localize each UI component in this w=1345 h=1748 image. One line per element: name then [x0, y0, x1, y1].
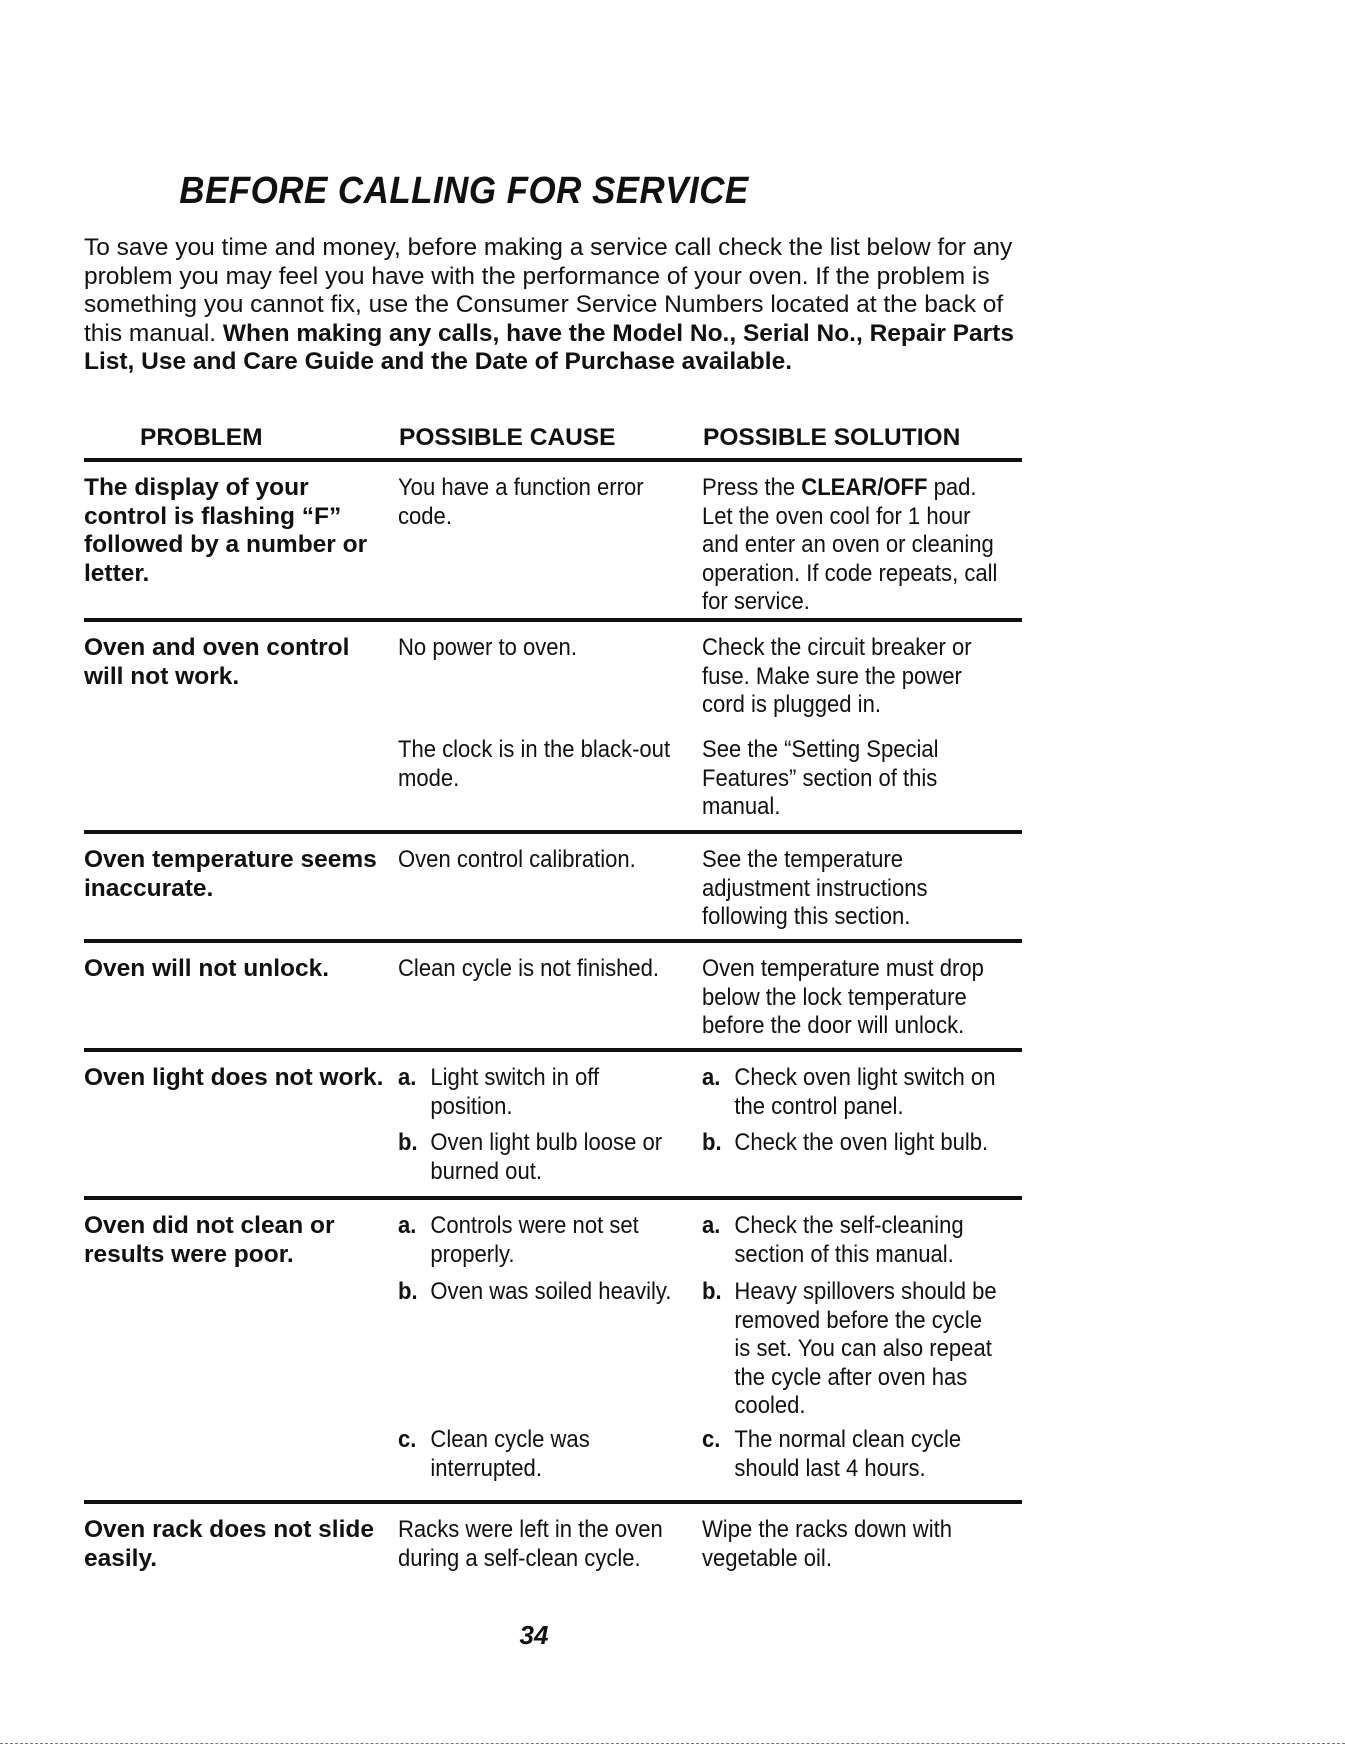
cause-text: Oven was soiled heavily. [430, 1278, 672, 1305]
cause-cell: Clean cycle is not finished. [398, 955, 660, 982]
solution-text: The normal clean cycle should last 4 hours. [734, 1426, 962, 1482]
cause-text: Oven light bulb loose or burned out. [430, 1129, 663, 1185]
cause-cell [398, 1064, 686, 1121]
solution-text: Check the circuit breaker or fuse. Make sure the power cord is plugged in. [702, 634, 972, 718]
header-problem: PROBLEM [140, 424, 263, 451]
solution-cell [702, 1064, 999, 1121]
solution-item-b [702, 1278, 999, 1421]
scan-edge-line [0, 1743, 1345, 1745]
item-letter: a. [398, 1064, 417, 1091]
cause-item-b [398, 1278, 686, 1307]
table-row [84, 458, 1022, 615]
solution-text: pad. Let the oven cool for 1 hour and enter an oven or cleaning operation. If code repeats, call for service. [702, 474, 998, 615]
cause-cell: Racks were left in the oven during a self-clean cycle. [398, 1516, 663, 1572]
cause-cell [398, 1129, 686, 1186]
cause-item-a [398, 1212, 686, 1269]
problem-cell: The display of your control is flashing “F” followed by a number or letter. [84, 474, 368, 587]
clear-off-pad-label: CLEAR/OFF [801, 474, 928, 501]
table-row [84, 618, 1022, 832]
intro-paragraph [84, 234, 1024, 377]
solution-item-b [702, 1129, 999, 1158]
solution-item-c [702, 1426, 999, 1483]
solution-text: Check the oven light bulb. [734, 1129, 989, 1156]
cause-text: Light switch in off position. [430, 1064, 600, 1120]
item-letter: b. [398, 1129, 418, 1156]
cause-text: No power to oven. [398, 634, 577, 661]
solution-cell: Oven temperature must drop below the lock temperature before the door will unlock. [702, 955, 984, 1039]
solution-cell [702, 1426, 999, 1483]
manual-page [84, 0, 1022, 1748]
page-number: 34 [519, 1620, 549, 1650]
solution-cell [702, 1129, 999, 1158]
solution-cell [702, 1278, 999, 1421]
cause-cell [398, 634, 686, 663]
problem-cell: Oven light does not work. [84, 1064, 384, 1091]
cause-text: Clean cycle was interrupted. [430, 1426, 590, 1482]
cause-item-c [398, 1426, 686, 1483]
solution-item-a [702, 1212, 999, 1269]
cause-text: The clock is in the black-out mode. [398, 736, 671, 792]
table-row [84, 939, 1022, 1043]
item-letter: b. [702, 1278, 722, 1305]
table-row [84, 1500, 1022, 1614]
solution-cell: See the temperature adjustment instructions following this section. [702, 846, 928, 930]
solution-cell [702, 736, 999, 822]
solution-item-a [702, 1064, 999, 1121]
problem-cell: Oven did not clean or results were poor. [84, 1212, 335, 1268]
table-row [84, 830, 1022, 934]
solution-text: Press the [702, 474, 802, 501]
table-row [84, 1196, 1022, 1500]
header-possible-solution: POSSIBLE SOLUTION [703, 424, 961, 451]
page-title: BEFORE CALLING FOR SERVICE [179, 170, 749, 212]
solution-cell: Wipe the racks down with vegetable oil. [702, 1516, 953, 1572]
cause-cell [398, 736, 686, 793]
solution-cell [702, 474, 999, 617]
solution-text: Check oven light switch on the control panel. [734, 1064, 996, 1120]
cause-cell [398, 1212, 686, 1269]
item-letter: a. [398, 1212, 417, 1239]
table-header [84, 424, 1022, 454]
table-row [84, 1048, 1022, 1192]
item-letter: c. [702, 1426, 721, 1453]
item-letter: b. [398, 1278, 418, 1305]
solution-cell [702, 634, 999, 720]
item-letter: b. [702, 1129, 722, 1156]
intro-text: To save you time and money, before making a service call check the list below for any problem you may feel you have with the performance of your oven. If the problem is something you cannot fix, use the Consumer Service Numbers located at the back of this manual. [84, 234, 1013, 347]
cause-item-a [398, 1064, 686, 1121]
problem-cell: Oven temperature seems inaccurate. [84, 846, 377, 902]
problem-cell: Oven will not unlock. [84, 955, 330, 982]
cause-cell: You have a function error code. [398, 474, 644, 530]
cause-item-b [398, 1129, 686, 1186]
problem-cell: Oven and oven control will not work. [84, 634, 350, 690]
solution-text: Check the self-cleaning section of this manual. [734, 1212, 964, 1268]
solution-text: Heavy spillovers should be removed before the cycle is set. You can also repeat the cycle after oven has cooled. [734, 1278, 997, 1419]
header-possible-cause: POSSIBLE CAUSE [399, 424, 616, 451]
cause-text: Controls were not set properly. [430, 1212, 639, 1268]
intro-bold-text: When making any calls, have the Model No., Serial No., Repair Parts List, Use and Care Guide and the Date of Purchase available. [84, 319, 1014, 375]
solution-cell [702, 1212, 999, 1269]
solution-text: See the “Setting Special Features” section of this manual. [702, 736, 939, 820]
cause-cell [398, 1278, 686, 1307]
item-letter: a. [702, 1064, 721, 1091]
cause-cell: Oven control calibration. [398, 846, 636, 873]
item-letter: c. [398, 1426, 417, 1453]
problem-cell: Oven rack does not slide easily. [84, 1516, 375, 1572]
item-letter: a. [702, 1212, 721, 1239]
cause-cell [398, 1426, 686, 1483]
